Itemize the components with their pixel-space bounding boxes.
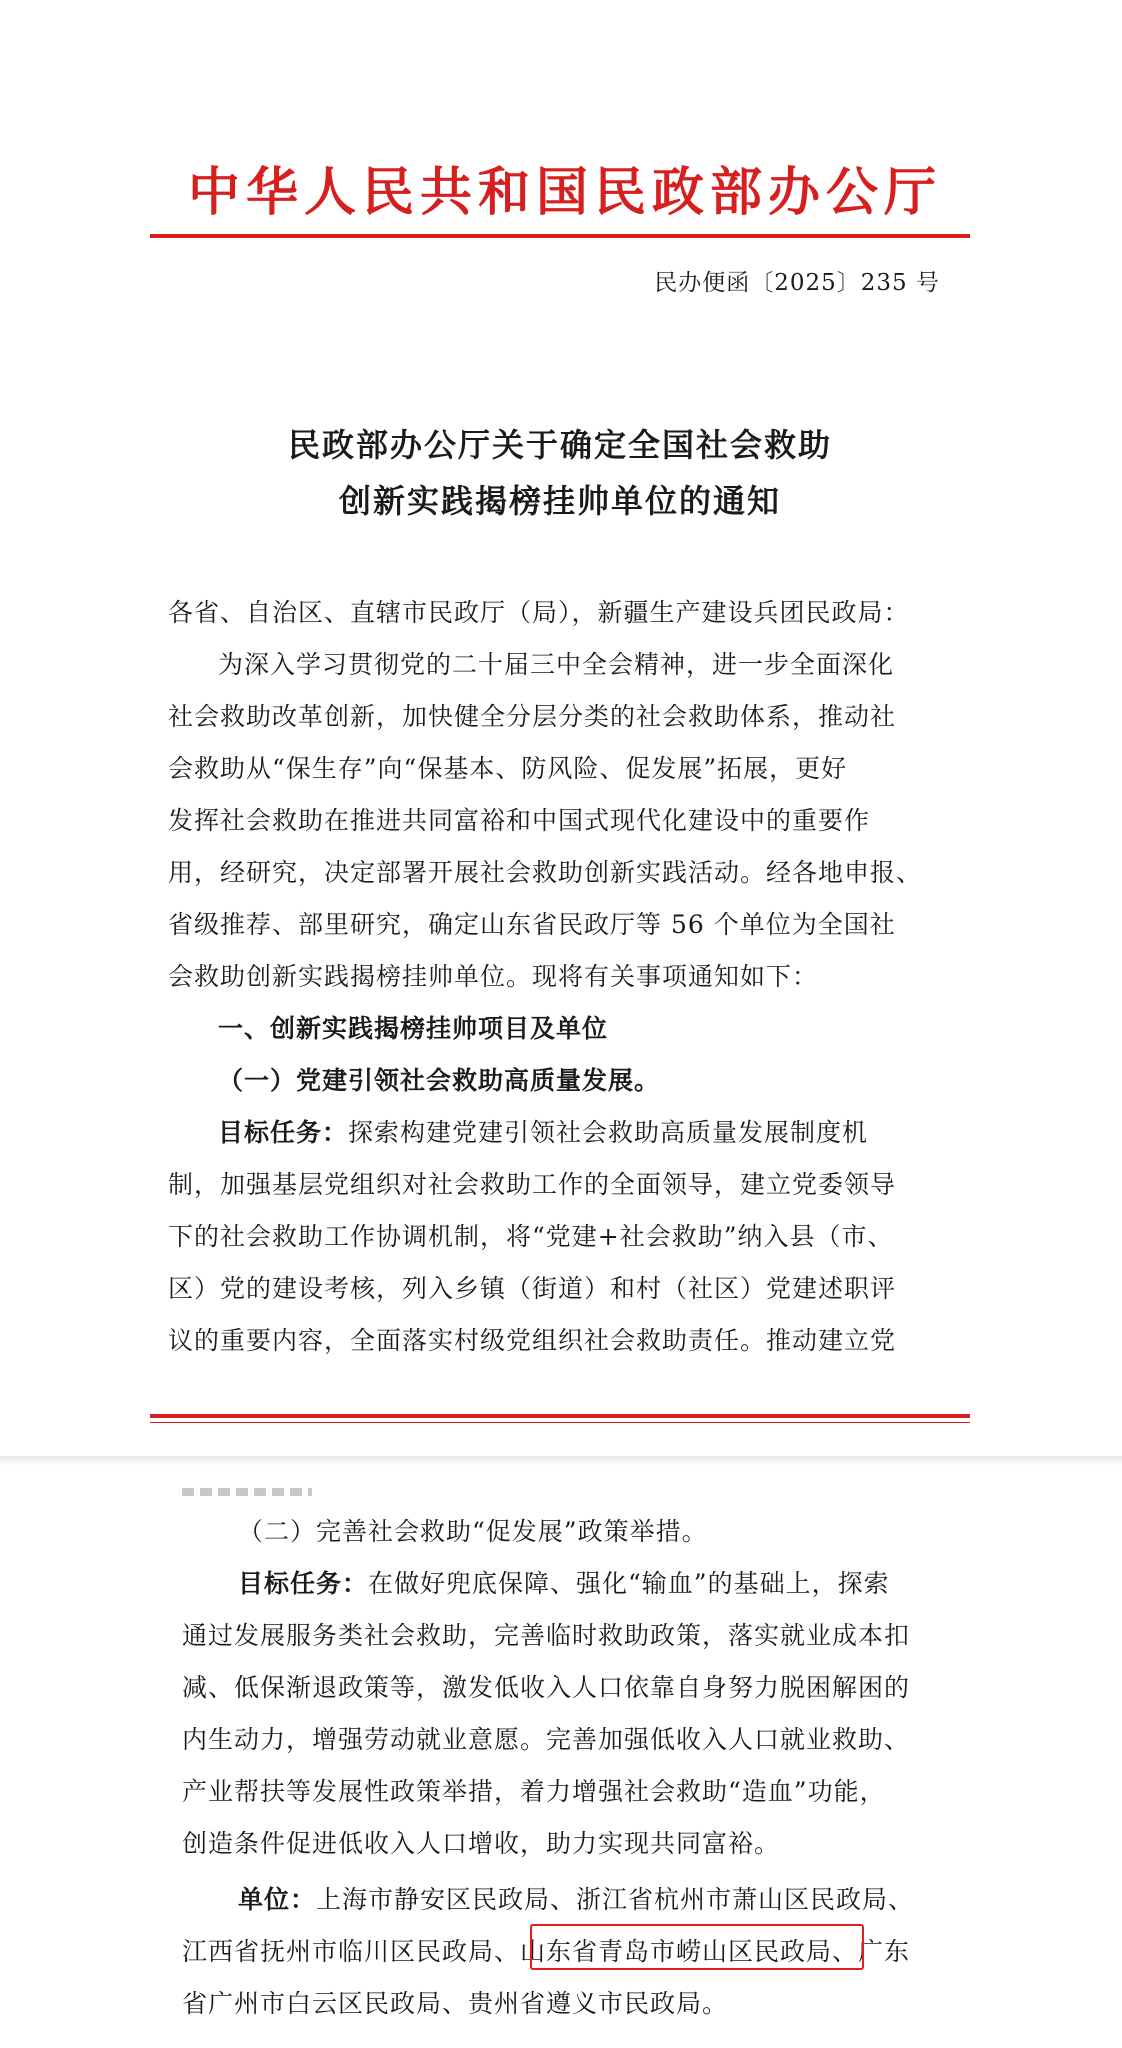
body-line: 产业帮扶等发展性政策举措，着力增强社会救助“造血”功能，: [182, 1777, 886, 1806]
cropped-text-fragment: [182, 1488, 312, 1496]
subsection-heading-1: （一）党建引领社会救助高质量发展。: [218, 1066, 661, 1095]
body-line: 会救助从“保生存”向“保基本、防风险、促发展”拓展，更好: [168, 754, 848, 783]
notice-title-line-1: 民政部办公厅关于确定全国社会救助: [287, 426, 832, 464]
units-text: 江西省抚州市临川区民政局、: [182, 1937, 521, 1966]
footer-red-rule-thin: [150, 1422, 970, 1423]
task-paragraph-line: [218, 1113, 868, 1149]
body-line: 议的重要内容，全面落实村级党组织社会救助责任。推动建立党: [168, 1326, 897, 1355]
task-text: 在做好兜底保障、强化“输血”的基础上，探索: [368, 1569, 890, 1598]
task-text: 探索构建党建引领社会救助高质量发展制度机: [348, 1118, 869, 1147]
subsection-heading-2: （二）完善社会救助“促发展”政策举措。: [238, 1517, 708, 1546]
units-lead-label: 单位：: [238, 1885, 317, 1914]
document-number: 民办便函〔2025〕235 号: [654, 270, 940, 296]
org-title: 中华人民共和国民政部办公厅: [187, 163, 942, 223]
body-line: 省级推荐、部里研究，确定山东省民政厅等 56 个单位为全国社: [168, 910, 896, 939]
highlight-box: [530, 1924, 864, 1970]
section-heading-1: 一、创新实践揭榜挂帅项目及单位: [218, 1014, 609, 1043]
highlighted-unit: 山东省青岛市崂山区民政局: [520, 1937, 833, 1966]
body-line: 社会救助改革创新，加快健全分层分类的社会救助体系，推动社: [168, 702, 897, 731]
units-line: [238, 1880, 914, 1916]
footer-red-rule: [150, 1414, 970, 1418]
notice-title-line-2: 创新实践揭榜挂帅单位的通知: [338, 482, 781, 520]
body-line: 会救助创新实践揭榜挂帅单位。现将有关事项通知如下：: [168, 962, 819, 991]
body-line: 区）党的建设考核，列入乡镇（街道）和村（社区）党建述职评: [168, 1274, 897, 1303]
header-red-rule: [150, 234, 970, 238]
body-line: 制，加强基层党组织对社会救助工作的全面领导，建立党委领导: [168, 1170, 897, 1199]
body-line: 发挥社会救助在推进共同富裕和中国式现代化建设中的重要作: [168, 806, 871, 835]
task-lead-label: 目标任务：: [238, 1569, 369, 1598]
units-text: 上海市静安区民政局、浙江省杭州市萧山区民政局、: [316, 1885, 915, 1914]
addressee-line: 各省、自治区、直辖市民政厅（局），新疆生产建设兵团民政局：: [168, 598, 910, 627]
units-line: 省广州市白云区民政局、贵州省遵义市民政局。: [182, 1989, 729, 2018]
body-line: 为深入学习贯彻党的二十届三中全会精神，进一步全面深化: [218, 650, 895, 679]
task-paragraph-line: [238, 1564, 890, 1600]
body-line: 内生动力，增强劳动就业意愿。完善加强低收入人口就业救助、: [182, 1725, 911, 1754]
body-line: 用，经研究，决定部署开展社会救助创新实践活动。经各地申报、: [168, 858, 923, 887]
units-text: 、广东: [832, 1937, 911, 1966]
body-line: 减、低保渐退政策等，激发低收入人口依靠自身努力脱困解困的: [182, 1673, 911, 1702]
body-line: 通过发展服务类社会救助，完善临时救助政策，落实就业成本扣: [182, 1621, 911, 1650]
page-break-shadow: [0, 1456, 1122, 1466]
body-line: 创造条件促进低收入人口增收，助力实现共同富裕。: [182, 1829, 781, 1858]
body-line: 下的社会救助工作协调机制，将“党建+社会救助”纳入县（市、: [168, 1222, 894, 1251]
task-lead-label: 目标任务：: [218, 1118, 349, 1147]
